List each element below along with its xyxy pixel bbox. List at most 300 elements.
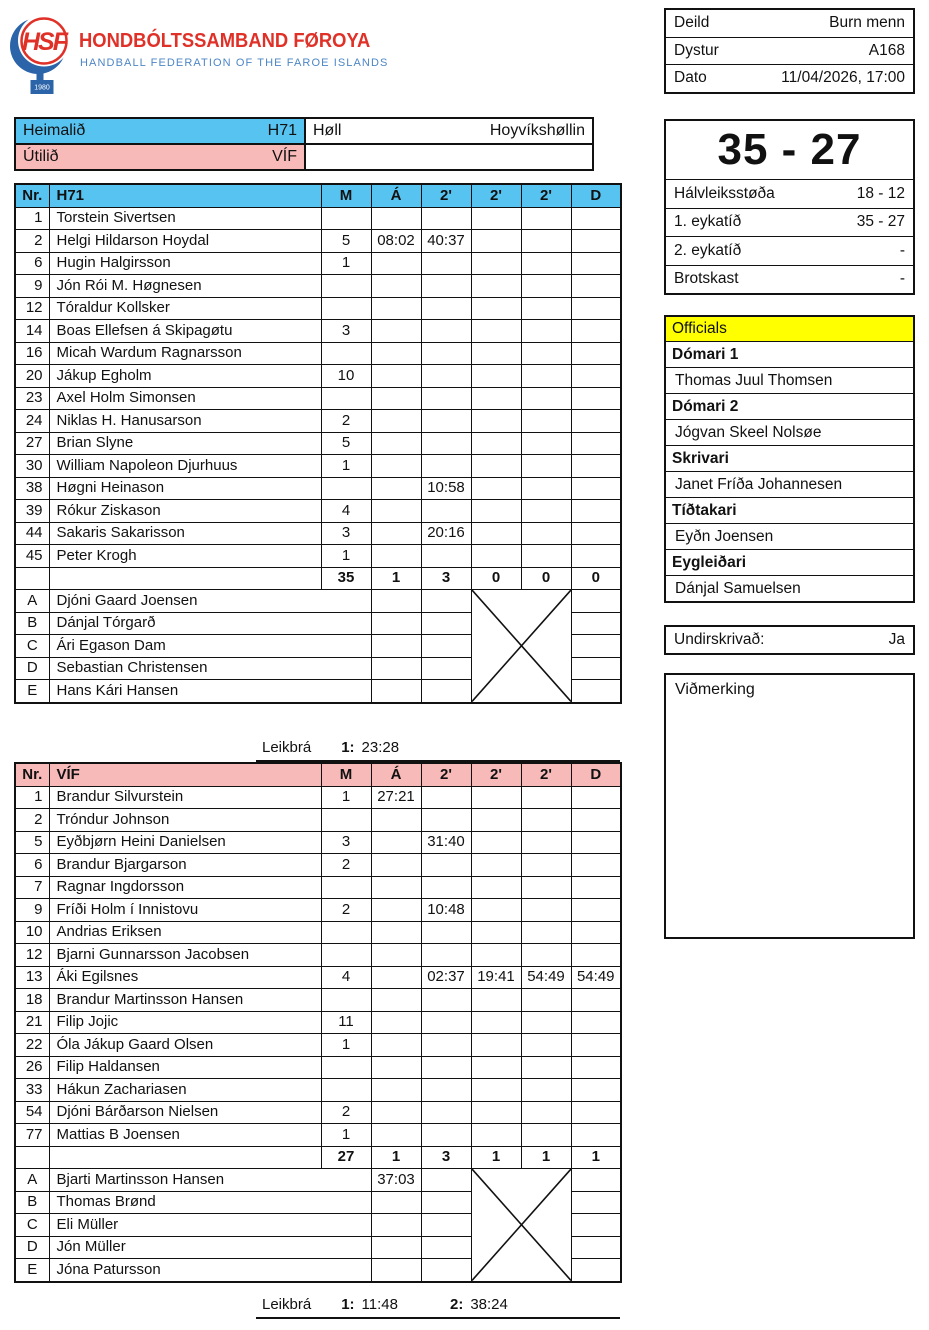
player-stat-cell: [421, 500, 471, 523]
player-name-cell: Høgni Heinason: [49, 477, 321, 500]
official-stat-cell: [421, 1191, 471, 1214]
player-stat-cell: [571, 455, 621, 478]
player-stat-cell: [571, 1079, 621, 1102]
player-number-cell: 22: [15, 1034, 49, 1057]
official-stat-cell: [371, 635, 421, 658]
player-name-cell: Hugin Halgirsson: [49, 252, 321, 275]
match-info-label: Deild: [674, 14, 710, 32]
official-letter-cell: D: [15, 657, 49, 680]
col-header-stat: M: [321, 763, 371, 786]
player-stat-cell: 10:58: [421, 477, 471, 500]
official-letter-cell: B: [15, 612, 49, 635]
player-stat-cell: [571, 831, 621, 854]
player-row: [15, 1034, 621, 1057]
player-stat-cell: [521, 500, 571, 523]
official-name-cell: Bjarti Martinsson Hansen: [49, 1169, 371, 1192]
player-name-cell: Hákun Zachariasen: [49, 1079, 321, 1102]
official-letter-cell: B: [15, 1191, 49, 1214]
player-stat-cell: [521, 1056, 571, 1079]
player-stat-cell: [321, 387, 371, 410]
score-detail-value: 35 - 27: [856, 213, 905, 231]
player-stat-cell: [571, 275, 621, 298]
totals-row: [15, 567, 621, 590]
player-row: [15, 500, 621, 523]
home-team-name: H71: [267, 122, 297, 139]
player-stat-cell: 08:02: [371, 230, 421, 253]
player-name-cell: Axel Holm Simonsen: [49, 387, 321, 410]
player-stat-cell: [421, 207, 471, 230]
player-stat-cell: [521, 207, 571, 230]
col-header-stat: D: [571, 763, 621, 786]
player-stat-cell: [471, 387, 521, 410]
player-row: [15, 899, 621, 922]
official-letter-cell: A: [15, 590, 49, 613]
player-stat-cell: [521, 944, 571, 967]
player-stat-cell: [371, 899, 421, 922]
player-name-cell: Óla Jákup Gaard Olsen: [49, 1034, 321, 1057]
player-stat-cell: [521, 989, 571, 1012]
player-name-cell: Brandur Bjargarson: [49, 854, 321, 877]
player-stat-cell: [571, 387, 621, 410]
player-stat-cell: [371, 1079, 421, 1102]
official-role: Dómari 2: [666, 393, 913, 419]
player-stat-cell: [571, 1056, 621, 1079]
player-row: [15, 545, 621, 568]
player-stat-cell: [521, 1011, 571, 1034]
player-stat-cell: 3: [321, 522, 371, 545]
player-stat-cell: [471, 365, 521, 388]
col-header-stat: 2': [421, 763, 471, 786]
player-stat-cell: [421, 1101, 471, 1124]
player-name-cell: Rókur Ziskason: [49, 500, 321, 523]
player-stat-cell: [371, 1011, 421, 1034]
official-stat-cell: [371, 680, 421, 703]
player-stat-cell: [321, 876, 371, 899]
player-name-cell: Ragnar Ingdorsson: [49, 876, 321, 899]
official-stat-cell: [571, 1214, 621, 1237]
player-stat-cell: [421, 297, 471, 320]
player-stat-cell: [471, 342, 521, 365]
roster-header-row: [15, 763, 621, 786]
player-name-cell: Sakaris Sakarisson: [49, 522, 321, 545]
official-name-cell: Thomas Brønd: [49, 1191, 371, 1214]
player-number-cell: 23: [15, 387, 49, 410]
player-stat-cell: 2: [321, 1101, 371, 1124]
player-number-cell: 24: [15, 410, 49, 433]
player-stat-cell: [371, 1056, 421, 1079]
home-team-row: [15, 118, 593, 144]
player-row: [15, 1056, 621, 1079]
player-number-cell: 6: [15, 854, 49, 877]
player-stat-cell: [371, 455, 421, 478]
player-stat-cell: [521, 365, 571, 388]
signature-label: Undirskrivað:: [674, 631, 765, 648]
player-stat-cell: 40:37: [421, 230, 471, 253]
total-cell: 1: [471, 1146, 521, 1169]
player-stat-cell: [371, 387, 421, 410]
player-name-cell: Tróndur Johnson: [49, 809, 321, 832]
score-detail-label: 1. eykatíð: [674, 213, 742, 231]
player-stat-cell: [571, 1124, 621, 1147]
player-stat-cell: [421, 432, 471, 455]
player-stat-cell: 4: [321, 966, 371, 989]
hall-cell: [305, 118, 593, 144]
player-stat-cell: 10:48: [421, 899, 471, 922]
leikbra-time: 23:28: [361, 739, 400, 756]
player-row: [15, 876, 621, 899]
official-role: Tíðtakari: [666, 497, 913, 523]
player-stat-cell: 4: [321, 500, 371, 523]
player-stat-cell: [371, 500, 421, 523]
total-cell: 27: [321, 1146, 371, 1169]
player-number-cell: 30: [15, 455, 49, 478]
player-stat-cell: [371, 207, 421, 230]
official-stat-cell: [571, 635, 621, 658]
player-number-cell: 2: [15, 809, 49, 832]
player-stat-cell: [471, 1101, 521, 1124]
col-header-nr: Nr.: [15, 763, 49, 786]
player-name-cell: William Napoleon Djurhuus: [49, 455, 321, 478]
official-letter-cell: E: [15, 1259, 49, 1282]
player-stat-cell: [521, 899, 571, 922]
player-stat-cell: [571, 1101, 621, 1124]
col-header-nr: Nr.: [15, 184, 49, 207]
score-detail-row: [666, 236, 913, 265]
player-number-cell: 45: [15, 545, 49, 568]
official-stat-cell: [421, 590, 471, 613]
player-name-cell: Micah Wardum Ragnarsson: [49, 342, 321, 365]
official-letter-cell: C: [15, 1214, 49, 1237]
totals-empty-cell: [49, 567, 321, 590]
away-team-label: Útilið: [23, 148, 59, 165]
player-stat-cell: [521, 410, 571, 433]
official-stat-cell: [371, 1214, 421, 1237]
score-detail-label: Hálvleiksstøða: [674, 184, 775, 202]
player-stat-cell: [521, 455, 571, 478]
total-cell: 35: [321, 567, 371, 590]
player-row: [15, 432, 621, 455]
official-name-cell: Eli Müller: [49, 1214, 371, 1237]
player-number-cell: 54: [15, 1101, 49, 1124]
player-stat-cell: [471, 1056, 521, 1079]
player-row: [15, 989, 621, 1012]
total-cell: 1: [521, 1146, 571, 1169]
player-name-cell: Boas Ellefsen á Skipagøtu: [49, 320, 321, 343]
cross-icon: [472, 1169, 571, 1281]
player-name-cell: Bjarni Gunnarsson Jacobsen: [49, 944, 321, 967]
official-stat-cell: [421, 1236, 471, 1259]
player-stat-cell: [421, 320, 471, 343]
player-number-cell: 33: [15, 1079, 49, 1102]
player-stat-cell: [521, 1124, 571, 1147]
player-stat-cell: 1: [321, 252, 371, 275]
player-row: [15, 831, 621, 854]
player-name-cell: Brandur Silvurstein: [49, 786, 321, 809]
player-stat-cell: [571, 477, 621, 500]
player-stat-cell: [371, 1034, 421, 1057]
player-name-cell: Torstein Sivertsen: [49, 207, 321, 230]
leikbra-label: Leikbrá: [262, 1296, 312, 1313]
teams-header: [14, 117, 594, 171]
player-stat-cell: [571, 297, 621, 320]
match-info-box: [664, 8, 915, 94]
player-stat-cell: [521, 786, 571, 809]
player-number-cell: 39: [15, 500, 49, 523]
player-stat-cell: [321, 477, 371, 500]
leikbra-period: 2:: [449, 1296, 464, 1313]
official-name: Janet Fríða Johannesen: [666, 471, 913, 497]
player-stat-cell: 2: [321, 410, 371, 433]
col-header-stat: Á: [371, 184, 421, 207]
leikbra-period: 1:: [341, 1296, 355, 1313]
player-stat-cell: [321, 1079, 371, 1102]
leikbra-time: 38:24: [470, 1296, 508, 1313]
col-header-team: H71: [49, 184, 321, 207]
away-team-row: [15, 144, 593, 170]
official-stat-cell: [371, 1191, 421, 1214]
score-detail-value: 18 - 12: [856, 184, 905, 202]
player-stat-cell: [421, 342, 471, 365]
total-cell: 3: [421, 567, 471, 590]
home-team-label: Heimalið: [23, 122, 86, 139]
remarks-box: [664, 673, 915, 939]
player-stat-cell: [471, 921, 521, 944]
player-stat-cell: 5: [321, 432, 371, 455]
officials-box: [664, 315, 915, 603]
player-number-cell: 14: [15, 320, 49, 343]
official-stat-cell: 37:03: [371, 1169, 421, 1192]
col-header-stat: 2': [421, 184, 471, 207]
player-stat-cell: [521, 432, 571, 455]
player-stat-cell: [371, 432, 421, 455]
player-stat-cell: [571, 545, 621, 568]
total-cell: 1: [571, 1146, 621, 1169]
player-row: [15, 1124, 621, 1147]
player-row: [15, 252, 621, 275]
player-stat-cell: [571, 342, 621, 365]
official-name-cell: Sebastian Christensen: [49, 657, 371, 680]
player-stat-cell: [471, 432, 521, 455]
player-row: [15, 230, 621, 253]
total-cell: 1: [371, 567, 421, 590]
official-stat-cell: [571, 1236, 621, 1259]
player-stat-cell: [521, 252, 571, 275]
match-info-value: Burn menn: [829, 14, 905, 32]
player-row: [15, 320, 621, 343]
player-stat-cell: 1: [321, 455, 371, 478]
player-stat-cell: [371, 989, 421, 1012]
teams-table: [14, 117, 594, 171]
official-name-cell: Jón Müller: [49, 1236, 371, 1259]
player-row: [15, 365, 621, 388]
player-stat-cell: [521, 921, 571, 944]
home-roster-table: [14, 183, 622, 704]
player-row: [15, 455, 621, 478]
match-info-row: [666, 10, 913, 37]
official-name: Jógvan Skeel Nolsøe: [666, 419, 913, 445]
player-name-cell: Peter Krogh: [49, 545, 321, 568]
total-cell: 0: [521, 567, 571, 590]
team-official-row: [15, 1169, 621, 1192]
player-stat-cell: [471, 522, 521, 545]
player-stat-cell: [471, 831, 521, 854]
total-cell: 0: [571, 567, 621, 590]
player-stat-cell: [521, 342, 571, 365]
player-row: [15, 854, 621, 877]
official-stat-cell: [421, 680, 471, 703]
player-row: [15, 786, 621, 809]
player-stat-cell: [471, 275, 521, 298]
totals-empty-cell: [15, 567, 49, 590]
player-stat-cell: [521, 876, 571, 899]
player-stat-cell: [471, 297, 521, 320]
player-stat-cell: [421, 410, 471, 433]
official-name-cell: Dánjal Tórgarð: [49, 612, 371, 635]
signature-box: [664, 625, 915, 655]
player-stat-cell: 31:40: [421, 831, 471, 854]
player-stat-cell: [421, 455, 471, 478]
player-number-cell: 27: [15, 432, 49, 455]
official-name-cell: Djóni Gaard Joensen: [49, 590, 371, 613]
player-stat-cell: 20:16: [421, 522, 471, 545]
player-number-cell: 9: [15, 275, 49, 298]
player-stat-cell: [371, 252, 421, 275]
cross-icon: [472, 590, 571, 702]
official-stat-cell: [571, 680, 621, 703]
player-row: [15, 1011, 621, 1034]
player-stat-cell: [521, 854, 571, 877]
player-stat-cell: [571, 410, 621, 433]
official-name-cell: Hans Kári Hansen: [49, 680, 371, 703]
player-stat-cell: [471, 1034, 521, 1057]
player-stat-cell: [471, 410, 521, 433]
player-stat-cell: 3: [321, 831, 371, 854]
player-stat-cell: [571, 876, 621, 899]
score-detail-label: 2. eykatíð: [674, 241, 742, 259]
player-stat-cell: [371, 297, 421, 320]
official-role: Skrivari: [666, 445, 913, 471]
player-number-cell: 1: [15, 786, 49, 809]
player-stat-cell: [371, 831, 421, 854]
player-stat-cell: [321, 989, 371, 1012]
player-stat-cell: 2: [321, 899, 371, 922]
player-stat-cell: [471, 876, 521, 899]
player-row: [15, 342, 621, 365]
home-leikbra-line: [256, 739, 620, 762]
player-stat-cell: [471, 854, 521, 877]
logo-acronym: HSF: [22, 28, 66, 56]
final-score: 35 - 27: [717, 125, 862, 174]
player-number-cell: 12: [15, 944, 49, 967]
player-stat-cell: 54:49: [571, 966, 621, 989]
player-stat-cell: [421, 786, 471, 809]
player-name-cell: Jákup Egholm: [49, 365, 321, 388]
official-name-cell: Ári Egason Dam: [49, 635, 371, 658]
player-stat-cell: [421, 252, 471, 275]
player-stat-cell: 5: [321, 230, 371, 253]
player-stat-cell: [321, 944, 371, 967]
col-header-stat: Á: [371, 763, 421, 786]
player-row: [15, 1079, 621, 1102]
player-stat-cell: [371, 320, 421, 343]
official-stat-cell: [371, 657, 421, 680]
player-name-cell: Brian Slyne: [49, 432, 321, 455]
player-stat-cell: [571, 989, 621, 1012]
player-stat-cell: [571, 786, 621, 809]
official-stat-cell: [371, 590, 421, 613]
player-number-cell: 5: [15, 831, 49, 854]
player-stat-cell: 2: [321, 854, 371, 877]
player-stat-cell: [371, 944, 421, 967]
player-number-cell: 26: [15, 1056, 49, 1079]
player-number-cell: 77: [15, 1124, 49, 1147]
hall-empty-cell: [305, 144, 593, 170]
hall-name: Hoyvíkshøllin: [489, 122, 585, 139]
player-stat-cell: [471, 899, 521, 922]
player-stat-cell: 54:49: [521, 966, 571, 989]
player-stat-cell: [371, 854, 421, 877]
player-stat-cell: [521, 522, 571, 545]
player-stat-cell: [521, 1079, 571, 1102]
player-stat-cell: [321, 1056, 371, 1079]
player-stat-cell: 10: [321, 365, 371, 388]
player-stat-cell: [371, 809, 421, 832]
player-row: [15, 297, 621, 320]
official-stat-cell: [371, 1259, 421, 1282]
player-stat-cell: [471, 320, 521, 343]
player-name-cell: Brandur Martinsson Hansen: [49, 989, 321, 1012]
player-row: [15, 275, 621, 298]
player-stat-cell: 1: [321, 1124, 371, 1147]
player-stat-cell: 3: [321, 320, 371, 343]
official-stat-cell: [571, 590, 621, 613]
team-official-row: [15, 590, 621, 613]
player-row: [15, 207, 621, 230]
player-stat-cell: 11: [321, 1011, 371, 1034]
leikbra-time: 11:48: [361, 1296, 398, 1313]
player-stat-cell: [321, 207, 371, 230]
player-name-cell: Filip Haldansen: [49, 1056, 321, 1079]
score-box: [664, 119, 915, 295]
player-stat-cell: [371, 1101, 421, 1124]
total-cell: 1: [371, 1146, 421, 1169]
player-stat-cell: [371, 477, 421, 500]
official-stat-cell: [571, 657, 621, 680]
player-number-cell: 1: [15, 207, 49, 230]
player-stat-cell: [321, 809, 371, 832]
player-stat-cell: [421, 921, 471, 944]
player-stat-cell: [571, 320, 621, 343]
official-letter-cell: D: [15, 1236, 49, 1259]
player-number-cell: 13: [15, 966, 49, 989]
player-name-cell: Tóraldur Kollsker: [49, 297, 321, 320]
player-stat-cell: [421, 1011, 471, 1034]
player-stat-cell: [521, 387, 571, 410]
score-detail-row: [666, 265, 913, 294]
player-stat-cell: 1: [321, 786, 371, 809]
totals-empty-cell: [49, 1146, 321, 1169]
federation-name: HONDBÓLTSSAMBAND FØROYA: [79, 30, 371, 52]
official-role: Dómari 1: [666, 341, 913, 367]
player-stat-cell: [421, 876, 471, 899]
player-stat-cell: [371, 275, 421, 298]
player-stat-cell: [421, 1034, 471, 1057]
player-number-cell: 9: [15, 899, 49, 922]
player-stat-cell: [521, 545, 571, 568]
col-header-stat: 2': [521, 184, 571, 207]
player-stat-cell: [571, 854, 621, 877]
player-stat-cell: 19:41: [471, 966, 521, 989]
